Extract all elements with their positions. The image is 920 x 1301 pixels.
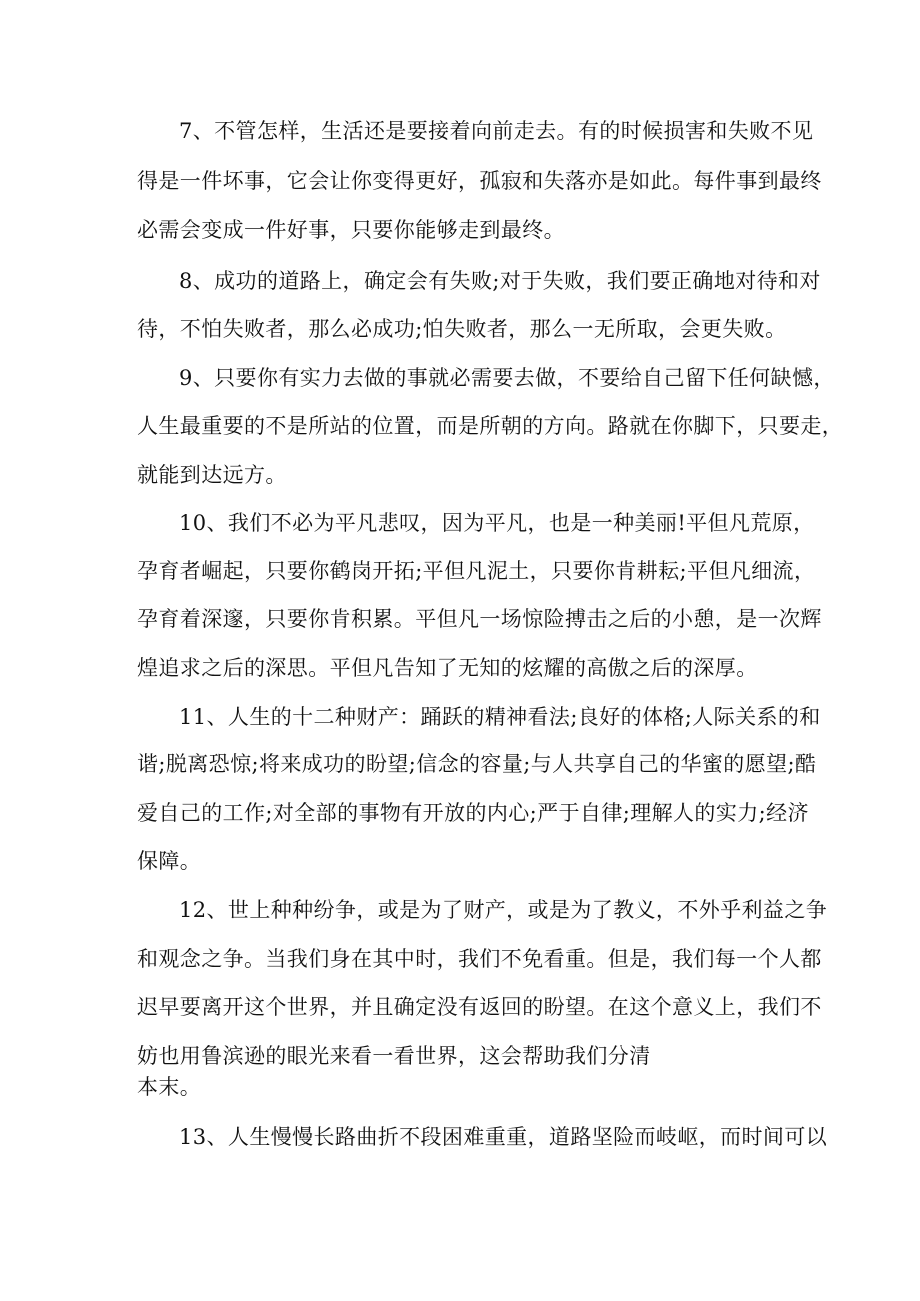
paragraph-10-line-3: 孕育着深邃，只要你肯积累。平但凡一场惊险搏击之后的小憩，是一次辉 [137,607,822,631]
paragraph-13-line-1: 13、人生慢慢长路曲折不段困难重重，道路坚险而岐岖，而时间可以 [179,1125,828,1149]
paragraph-8-line-1: 8、成功的道路上，确定会有失败;对于失败，我们要正确地对待和对 [179,269,821,293]
paragraph-7-line-2: 得是一件坏事，它会让你变得更好，孤寂和失落亦是如此。每件事到最终 [137,169,822,193]
paragraph-10-line-1: 10、我们不必为平凡悲叹，因为平凡，也是一种美丽!平但凡荒原， [179,511,815,535]
paragraph-12-line-1: 12、世上种种纷争，或是为了财产，或是为了教义，不外乎利益之争 [179,898,828,922]
paragraph-10-line-2: 孕育者崛起，只要你鹤岗开拓;平但凡泥土，只要你肯耕耘;平但凡细流， [137,559,816,583]
paragraph-8-line-2: 待，不怕失败者，那么必成功;怕失败者，那么一无所取，会更失败。 [137,317,787,341]
paragraph-11-line-2: 谐;脱离恐惊;将来成功的盼望;信念的容量;与人共享自己的华蜜的愿望;酷 [137,752,817,776]
paragraph-11-line-1: 11、人生的十二种财产：踊跃的精神看法;良好的体格;人际关系的和 [179,705,821,729]
paragraph-7-line-1: 7、不管怎样，生活还是要接着向前走去。有的时候损害和失败不见 [179,119,814,143]
paragraph-12-line-4: 妨也用鲁滨逊的眼光来看一看世界，这会帮助我们分清 [137,1044,651,1068]
paragraph-7-line-3: 必需会变成一件好事，只要你能够走到最终。 [137,218,565,242]
paragraph-11-line-3: 爱自己的工作;对全部的事物有开放的内心;严于自律;理解人的实力;经济 [137,801,809,825]
paragraph-12-line-2: 和观念之争。当我们身在其中时，我们不免看重。但是，我们每一个人都 [137,947,822,971]
paragraph-9-line-1: 9、只要你有实力去做的事就必需要去做，不要给自己留下任何缺憾， [179,366,835,390]
paragraph-12-line-3: 迟早要离开这个世界，并且确定没有返回的盼望。在这个意义上，我们不 [137,995,822,1019]
paragraph-11-line-4: 保障。 [137,849,202,873]
paragraph-12-line-5: 本末。 [137,1075,202,1099]
paragraph-10-line-4: 煌追求之后的深思。平但凡告知了无知的炫耀的高傲之后的深厚。 [137,656,758,680]
paragraph-9-line-3: 就能到达远方。 [137,463,287,487]
paragraph-9-line-2: 人生最重要的不是所站的位置，而是所朝的方向。路就在你脚下，只要走， [137,414,844,438]
